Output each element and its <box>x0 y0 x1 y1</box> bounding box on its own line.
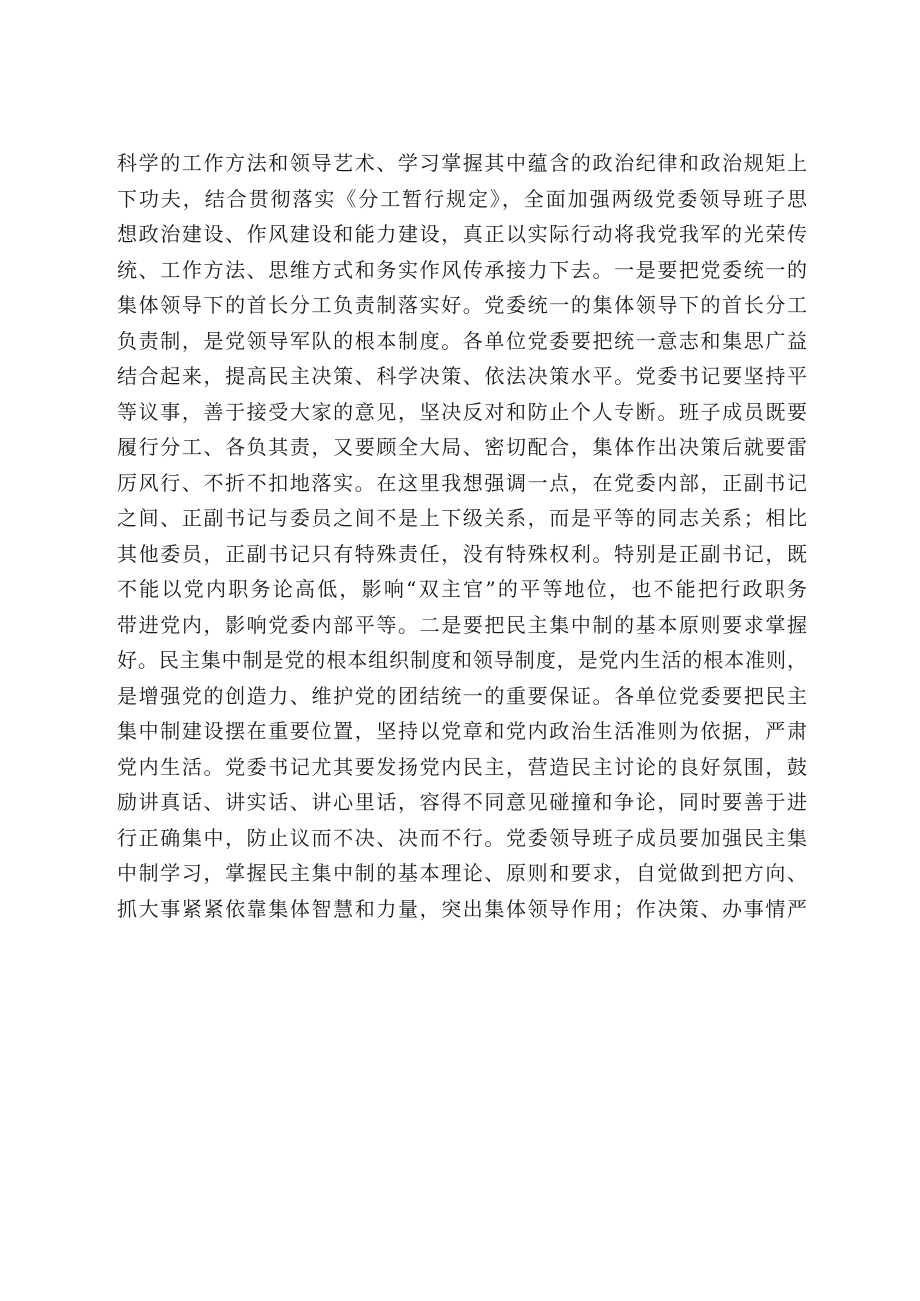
text-line-4: 统、工作方法、思维方式和务实作风传承接力下去。一是要把党委统一的 <box>117 257 807 282</box>
body-text <box>117 146 807 927</box>
text-line-21: 中制学习，掌握民主集中制的基本理论、原则和要求，自觉做到把方向、 <box>117 861 807 885</box>
text-line-20: 行正确集中，防止议而不决、决而不行。党委领导班子成员要加强民主集 <box>117 825 807 850</box>
text-line-10: 厉风行、不折不扣地落实。在这里我想强调一点，在党委内部，正副书记 <box>117 470 807 495</box>
text-line-7: 结合起来，提高民主决策、科学决策、依法决策水平。党委书记要坚持平 <box>117 364 807 388</box>
text-line-14: 带进党内，影响党委内部平等。二是要把民主集中制的基本原则要求掌握 <box>117 612 807 637</box>
text-line-12: 其他委员，正副书记只有特殊责任，没有特殊权利。特别是正副书记，既 <box>117 541 807 566</box>
text-line-11: 之间、正副书记与委员之间不是上下级关系，而是平等的同志关系；相比 <box>117 506 807 530</box>
text-line-2: 下功夫，结合贯彻落实《分工暂行规定》，全面加强两级党委领导班子思 <box>117 186 807 211</box>
text-line-1: 科学的工作方法和领导艺术、学习掌握其中蕴含的政治纪律和政治规矩上 <box>117 151 807 175</box>
text-line-18: 党内生活。党委书记尤其要发扬党内民主，营造民主讨论的良好氛围，鼓 <box>117 754 807 779</box>
text-line-17: 集中制建设摆在重要位置，坚持以党章和党内政治生活准则为依据，严肃 <box>117 719 807 743</box>
text-line-6: 负责制，是党领导军队的根本制度。各单位党委要把统一意志和集思广益 <box>117 328 807 353</box>
text-line-5: 集体领导下的首长分工负责制落实好。党委统一的集体领导下的首长分工 <box>117 293 807 317</box>
text-line-16: 是增强党的创造力、维护党的团结统一的重要保证。各单位党委要把民主 <box>117 683 807 708</box>
text-line-3: 想政治建设、作风建设和能力建设，真正以实际行动将我党我军的光荣传 <box>117 222 807 246</box>
text-line-13: 不能以党内职务论高低，影响“双主官”的平等地位，也不能把行政职务 <box>117 577 807 601</box>
text-line-15: 好。民主集中制是党的根本组织制度和领导制度，是党内生活的根本准则， <box>117 648 807 672</box>
text-line-22: 抓大事紧紧依靠集体智慧和力量，突出集体领导作用；作决策、办事情严 <box>117 896 807 921</box>
text-line-8: 等议事，善于接受大家的意见，坚决反对和防止个人专断。班子成员既要 <box>117 399 807 424</box>
text-line-19: 励讲真话、讲实话、讲心里话，容得不同意见碰撞和争论，同时要善于进 <box>117 790 807 814</box>
text-line-9: 履行分工、各负其责，又要顾全大局、密切配合，集体作出决策后就要雷 <box>117 435 807 459</box>
